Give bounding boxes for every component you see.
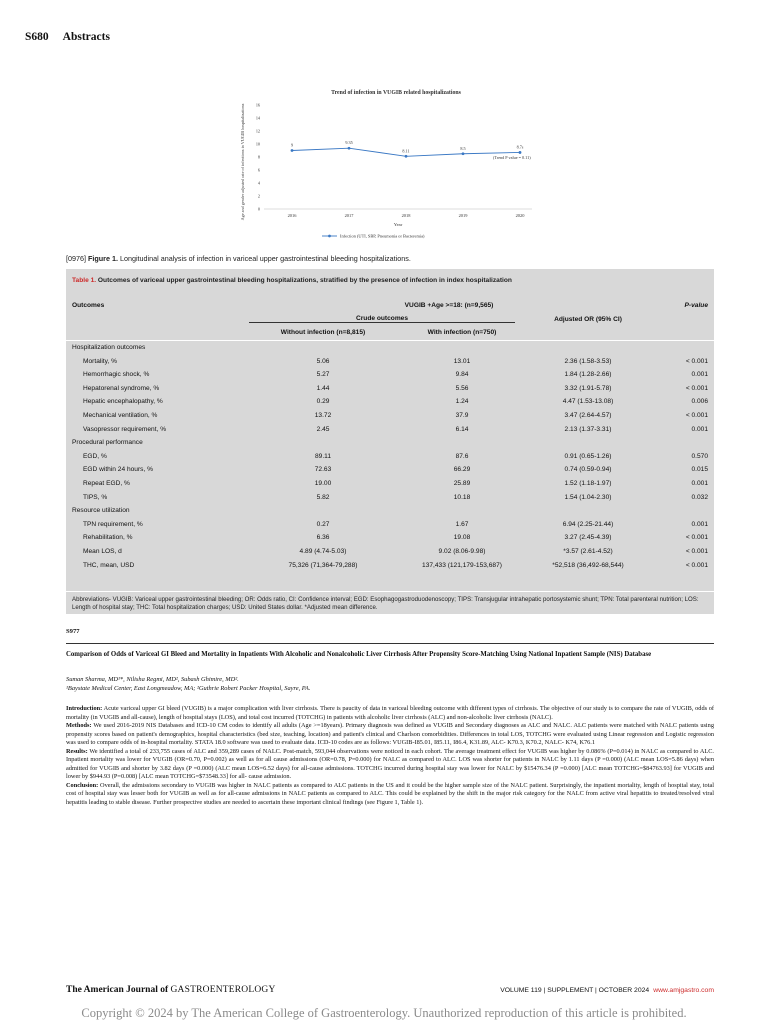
conclusion-paragraph: Conclusion: Overall, the admissions secondary to VUGIB was higher in NALC patients as compared to ALC patients in the US and it could be the higher sample size of the NALC patient. Surprisingly, the inpatient mortality, length of hospital stay, total cost of hospital stay was lesser both for VUGIB as well as for all-cause admissions in NALC patients as compared to ALC. This could be explained by the shift in the major risk category for the NALC from active viral hepatitis to treated/resolved viral hepatitis leading to stable disease. Further prospective studies are needed to ascertain these important clinical findings (see Figure 1, Table 1). <box>66 781 714 806</box>
table-row <box>66 558 714 572</box>
table-row <box>66 395 714 409</box>
y-tick-label: 14 <box>255 115 260 121</box>
data-point <box>348 147 351 150</box>
cell-or: 3.47 (2.64-4.57) <box>564 412 612 420</box>
data-point <box>291 149 294 152</box>
table-section-row <box>66 504 714 518</box>
journal-name: The American Journal of GASTROENTEROLOGY <box>66 985 276 995</box>
cell-with: 6.14 <box>455 425 469 433</box>
abstract-affiliations: ¹Baystate Medical Center, East Longmeadow, MA; ²Guthrie Robert Packer Hospital, Sayre, PA. <box>66 685 311 692</box>
table-row <box>66 477 714 491</box>
row-label: Hemorrhagic shock, % <box>83 371 150 379</box>
cell-or: 0.74 (0.59-0.94) <box>564 466 612 474</box>
data-label: 9.35 <box>345 140 353 146</box>
running-header <box>25 31 124 43</box>
col-with: With infection (n=750) <box>427 329 497 337</box>
col-adjusted: Adjusted OR (95% CI) <box>554 315 622 323</box>
row-label: EGD within 24 hours, % <box>83 466 153 474</box>
cell-pvalue: < 0.001 <box>685 534 708 542</box>
cell-or: 4.47 (1.53-13.08) <box>562 398 614 406</box>
results-paragraph: Results: We identified a total of 233,755 cases of ALC and 359,289 cases of NALC. Post-match, 593,044 observations were noticed in each cohort. The average treatment effect for VUGIB was higher by 0.086% (P=0.014) in NALC as compared to ALC. Inpatient mortality was lower for VUGIB (OR=0.70, P=0.002) as well as for all cause admissions (OR=0.78, P=0.000) for NALC as compared to ALC. LOS was shorter for patients in NALC by 1.11 days (P =0.000) (ALC mean LOS=5.86 days) when admitted for VUGIB and shorter by 3.82 days (P =0.000) (ALC mean LOS=6.52 days) for all-cause admissions. TOTCHG incurred during hospital stay was lower for NALC by $15476.34 (P =0.000) [ALC mean TOTCHG=$84763.93] for VUGIB and lower by $944.93 (P=0.008) [ALC mean TOTCHG=$73548.33] for all- cause admission. <box>66 747 714 780</box>
abstract-body <box>66 705 714 807</box>
cell-pvalue: < 0.001 <box>685 547 708 555</box>
cell-without: 0.29 <box>316 398 330 406</box>
abstract-id: S977 <box>66 628 80 635</box>
row-label: Hepatic encephalopathy, % <box>83 398 163 406</box>
row-label: EGD, % <box>83 452 107 460</box>
cell-pvalue: 0.001 <box>691 425 708 433</box>
cell-without: 13.72 <box>314 412 332 420</box>
cell-or: 1.54 (1.04-2.30) <box>564 493 612 501</box>
row-label: TIPS, % <box>83 493 108 501</box>
row-label: Vasopressor requirement, % <box>83 425 167 433</box>
figure-label: Figure 1. <box>87 254 118 263</box>
x-tick-label: 2016 <box>287 213 297 218</box>
cell-without: 0.27 <box>316 520 330 528</box>
section-rule <box>66 643 714 644</box>
infection-series <box>291 140 524 157</box>
cell-pvalue: 0.001 <box>691 520 708 528</box>
y-tick-label: 12 <box>255 128 260 134</box>
cell-or: 0.91 (0.65-1.26) <box>564 452 612 460</box>
table-row <box>66 368 714 382</box>
cell-with: 37.9 <box>455 412 469 420</box>
x-tick-label: 2019 <box>458 213 468 218</box>
trend-annotation: (Trend P value = 0.11) <box>493 155 531 160</box>
x-tick-label: 2018 <box>401 213 411 218</box>
page-number: S680 <box>25 31 49 43</box>
table-section-row <box>66 436 714 450</box>
row-label: Mortality, % <box>83 357 117 365</box>
table-row <box>66 531 714 545</box>
data-label: 8.11 <box>402 148 410 154</box>
abstract-title: Comparison of Odds of Variceal GI Bleed and Mortality in Inpatients With Alcoholic and Nonalcoholic Liver Cirrhosis After Propensity Score-Matching Using National Inpatient Sample (NIS) Database <box>66 651 652 658</box>
data-point <box>405 155 408 158</box>
cell-without: 2.45 <box>316 425 330 433</box>
col-without: Without infection (n=8,815) <box>280 329 366 337</box>
cell-without: 72.63 <box>314 466 332 474</box>
cell-or: *3.57 (2.61-4.52) <box>563 547 613 555</box>
data-label: 8.7s <box>516 144 524 150</box>
cell-with: 66.29 <box>453 466 471 474</box>
table-1 <box>66 269 714 614</box>
cell-with: 137,433 (121,179-153,687) <box>422 561 502 569</box>
cell-or: 1.52 (1.18-1.97) <box>564 480 612 488</box>
data-label: 9 <box>290 142 294 148</box>
x-tick-label: 2020 <box>515 213 525 218</box>
copyright-notice: Copyright © 2024 by The American College of Gastroenterology. Unauthorized reproduction of this article is prohibited. <box>81 1006 687 1020</box>
cell-without: 5.27 <box>316 371 330 379</box>
cell-pvalue: 0.006 <box>691 398 708 406</box>
footnote-divider <box>66 591 714 592</box>
introduction-paragraph: Introduction: Acute variceal upper GI bleed (VUGIB) is a major complication with liver cirrhosis. There is paucity of data in variceal bleeding outcome with different types of cirrhosis. The objective of our study is to compare the rate of VUGIB, odds of mortality (in VUGIB and all-cause), length of hospital stays (LOS), and total cost incurred (TOTCHG) in patients with alcoholic liver cirrhosis (ALC) and non-alcoholic liver cirrhosis (NALC). <box>66 705 714 721</box>
cell-pvalue: < 0.001 <box>685 357 708 365</box>
cell-with: 10.18 <box>453 493 471 501</box>
col-pvalue: P-value <box>684 302 708 310</box>
outcomes-table <box>66 299 714 572</box>
row-label: THC, mean, USD <box>83 561 135 569</box>
y-tick-label: 8 <box>257 154 260 160</box>
x-axis-ticks <box>288 213 526 218</box>
y-tick-label: 10 <box>255 141 260 147</box>
cell-or: 2.13 (1.37-3.31) <box>564 425 612 433</box>
cell-pvalue: < 0.001 <box>685 412 708 420</box>
row-label: Rehabilitation, % <box>83 534 133 542</box>
row-label: TPN requirement, % <box>83 520 143 528</box>
cell-with: 9.02 (8.06-9.98) <box>438 547 486 555</box>
cell-without: 5.06 <box>316 357 330 365</box>
cell-without: 19.00 <box>314 480 332 488</box>
y-tick-label: 2 <box>257 193 260 199</box>
section-title: Hospitalization outcomes <box>66 340 714 354</box>
cell-with: 1.24 <box>455 398 469 406</box>
figure-caption-text: Longitudinal analysis of infection in variceal upper gastrointestinal bleeding hospitalizations. <box>119 254 411 263</box>
legend-label: Infection (UTI, SBP, Pneumonia or Bacteremia) <box>340 233 425 239</box>
cell-or: *52,518 (36,492-68,544) <box>552 561 624 569</box>
table-row <box>66 409 714 423</box>
cell-or: 3.32 (1.91-5.78) <box>564 384 612 392</box>
cell-with: 25.89 <box>453 480 471 488</box>
col-crude: Crude outcomes <box>243 313 521 327</box>
cell-with: 1.67 <box>455 520 469 528</box>
abstract-authors: Suman Sharma, MD¹*, Nilisha Regmi, MD², Subash Ghimire, MD². <box>66 676 239 683</box>
table-row <box>66 463 714 477</box>
section-title: Procedural performance <box>72 439 143 447</box>
section-title: Resource utilization <box>72 507 130 515</box>
abstract-authors-block <box>66 675 310 693</box>
cell-pvalue: 0.015 <box>691 466 708 474</box>
chart-title: Trend of infection in VUGIB related hospitalizations <box>331 90 461 96</box>
table-title <box>72 277 512 284</box>
cell-or: 6.94 (2.25-21.44) <box>562 520 614 528</box>
cell-with: 5.56 <box>455 384 469 392</box>
x-tick-label: 2017 <box>344 213 354 218</box>
y-tick-label: 16 <box>255 102 260 108</box>
cell-without: 6.36 <box>316 534 330 542</box>
cell-with: 13.01 <box>453 357 471 365</box>
table-label: Table 1. <box>72 277 97 284</box>
table-title-text: Outcomes of variceal upper gastrointestinal bleeding hospitalizations, stratified by the presence of infection in index hospitalization <box>97 277 512 284</box>
table-row <box>66 545 714 559</box>
cell-without: 5.82 <box>316 493 330 501</box>
chart-ylabel: Age and gender adjusted rate of infections in VUGIB hospitalizations <box>240 103 245 221</box>
table-footnote: Abbreviations- VUGIB: Variceal upper gastrointestinal bleeding; OR: Odds ratio, CI: Confidence interval; EGD: Esophagogastroduodenoscopy; TIPS: Transjugular intrahepatic portosystemic shunt; TPN: Total parenteral nutrition; LOS: Length of hospital stay; THC: Total hospitalization charges; USD: United States dollar. *Adjusted mean difference. <box>72 596 699 612</box>
col-outcomes: Outcomes <box>72 302 105 310</box>
table-row <box>66 490 714 504</box>
abstract-number: [0976] <box>66 254 86 263</box>
cell-with: 87.6 <box>455 452 469 460</box>
cell-pvalue: 0.001 <box>691 480 708 488</box>
table-row <box>66 382 714 396</box>
row-label: Repeat EGD, % <box>83 480 130 488</box>
cell-with: 9.84 <box>455 371 469 379</box>
cell-or: 3.27 (2.45-4.39) <box>564 534 612 542</box>
cell-pvalue: 0.570 <box>691 452 708 460</box>
cell-without: 89.11 <box>314 452 331 460</box>
cell-pvalue: 0.001 <box>691 371 708 379</box>
table-row <box>66 422 714 436</box>
table-section-row <box>66 340 714 354</box>
y-axis-ticks <box>256 103 261 212</box>
y-tick-label: 0 <box>257 206 260 212</box>
cell-without: 4.89 (4.74-5.03) <box>299 547 347 555</box>
table-row <box>66 450 714 464</box>
y-tick-label: 4 <box>257 180 260 186</box>
row-label: Mechanical ventilation, % <box>83 412 158 420</box>
y-tick-label: 6 <box>257 167 260 173</box>
cell-without: 75,326 (71,364-79,288) <box>288 561 358 569</box>
infection-trend-chart <box>232 86 532 246</box>
cell-without: 1.44 <box>316 384 330 392</box>
volume-info: VOLUME 119 | SUPPLEMENT | OCTOBER 2024 www.amjgastro.com <box>500 987 714 994</box>
chart-xlabel: Year <box>393 222 403 227</box>
cell-or: 1.84 (1.28-2.66) <box>564 371 612 379</box>
row-label: Mean LOS, d <box>83 547 122 555</box>
figure-caption <box>66 254 411 263</box>
cell-or: 2.36 (1.58-3.53) <box>564 357 612 365</box>
table-row <box>66 354 714 368</box>
col-group: VUGIB +Age >=18: (n=9,565) <box>404 302 494 310</box>
legend-marker <box>328 235 331 238</box>
journal-url[interactable]: www.amjgastro.com <box>653 987 714 994</box>
cell-pvalue: < 0.001 <box>685 561 708 569</box>
data-point <box>462 152 465 155</box>
table-row <box>66 518 714 532</box>
cell-pvalue: < 0.001 <box>685 384 708 392</box>
section-name: Abstracts <box>62 31 110 43</box>
data-label: 8.5 <box>460 145 466 151</box>
data-point <box>519 151 522 154</box>
methods-paragraph: Methods: We used 2016-2019 NIS Databases and ICD-10 CM codes to identify all adults (Age >=18years). Primary diagnosis was defined as VUGIB and Secondary diagnoses as ALC and NALC. ALC patients were matched with NALC patients using propensity scores based on patient's demographics, hospital characteristics (bed size, teaching, location) and patient's clinical and Charlson comorbidities. Differences in total LOS, TOTCHG were evaluated using Linear regression and Logistic regression was used to compare odds of in-hospital mortality. STATA 18.0 software was used to evaluate data. ICD-10 codes are as follows: VUGIB-I85.01, I85.11, I86.4, K31.89, ALC- K70.3, K70.2, NALC- K74, K76.1 <box>66 722 714 746</box>
cell-pvalue: 0.032 <box>691 493 708 501</box>
cell-with: 19.08 <box>453 534 471 542</box>
row-label: Hepatorenal syndrome, % <box>83 384 160 392</box>
